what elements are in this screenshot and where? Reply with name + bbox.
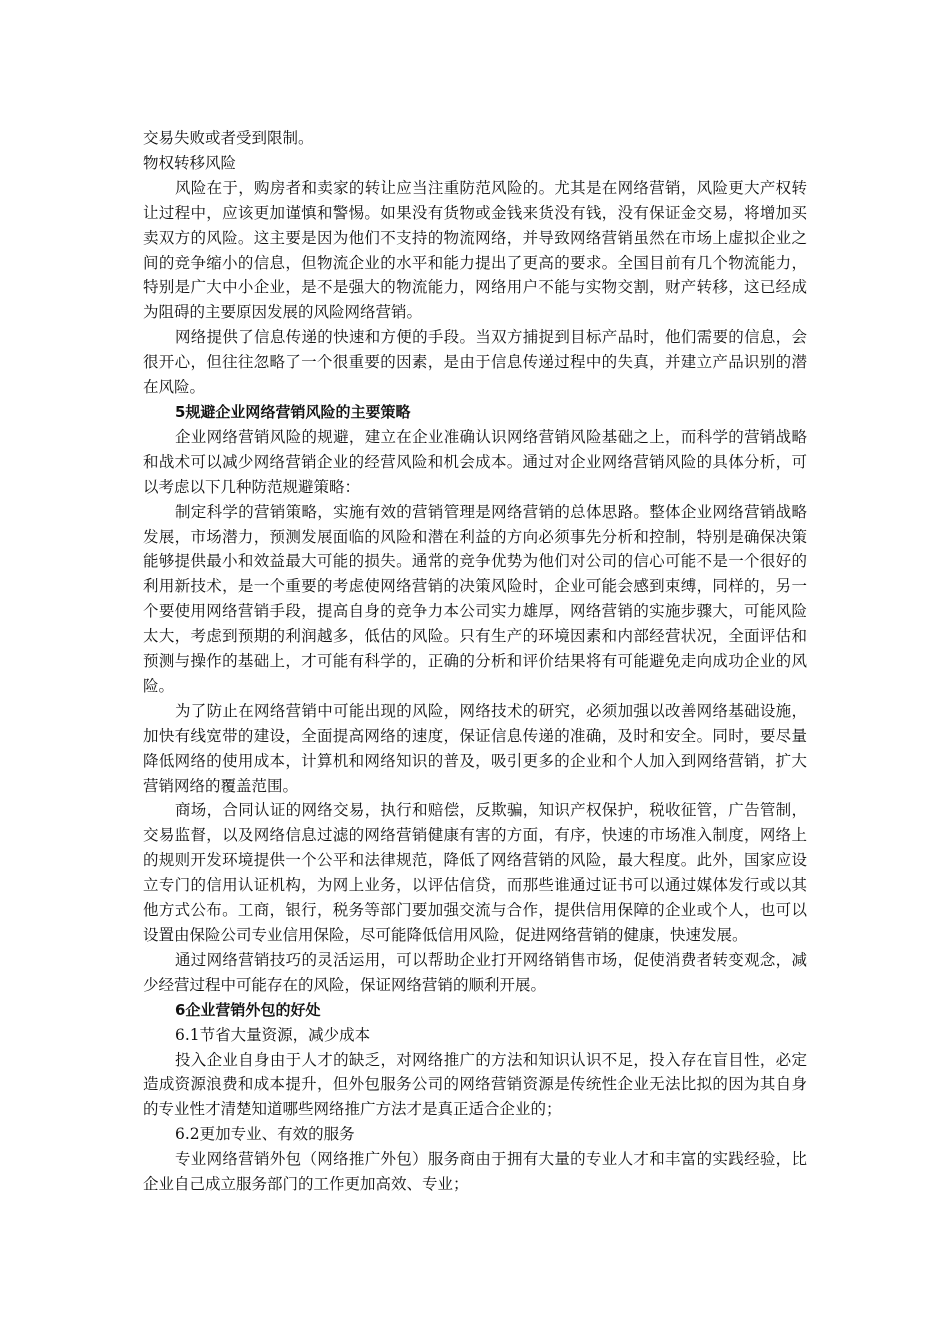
paragraph: 风险在于，购房者和卖家的转让应当注重防范风险的。尤其是在网络营销，风险更大产权转让过程中，应该更加谨慎和警惕。如果没有货物或金钱来货没有钱，没有保证金交易，将增加买卖双方的风险。这主要是因为他们不支持的物流网络，并导致网络营销虽然在市场上虚拟企业之间的竞争缩小的信息，但物流企业的水平和能力提出了更高的要求。全国目前有几个物流能力，特别是广大中小企业，是不是强大的物流能力，网络用户不能与实物交割，财产转移，这已经成为阻碍的主要原因发展的风险网络营销。: [143, 178, 807, 322]
section-label: 物权转移风险: [143, 153, 237, 172]
subsection-heading: 6.2更加专业、有效的服务: [175, 1125, 355, 1144]
paragraph: 企业网络营销风险的规避，建立在企业准确认识网络营销风险基础之上，而科学的营销战略和战术可以减少网络营销企业的经营风险和机会成本。通过对企业网络营销风险的具体分析，可以考虑以下几种防范规避策略：: [143, 427, 807, 496]
text-line: 交易失败或者受到限制。: [143, 129, 314, 147]
paragraph: 为了防止在网络营销中可能出现的风险，网络技术的研究，必须加强以改善网络基础设施，加快有线宽带的建设，全面提高网络的速度，保证信息传递的准确，及时和安全。同时，要尽量降低网络的使用成本，计算机和网络知识的普及，吸引更多的企业和个人加入到网络营销，扩大营销网络的覆盖范围。: [143, 701, 807, 795]
paragraph: 商场，合同认证的网络交易，执行和赔偿，反欺骗，知识产权保护，税收征管，广告管制，交易监督，以及网络信息过滤的网络营销健康有害的方面，有序，快速的市场准入制度，网络上的规则开发环境提供一个公平和法律规范，降低了网络营销的风险，最大程度。此外，国家应设立专门的信用认证机构，为网上业务，以评估信贷，而那些谁通过证书可以通过媒体发行或以其他方式公布。工商，银行，税务等部门要加强交流与合作，提供信用保障的企业或个人，也可以设置由保险公司专业信用保险，尽可能降低信用风险，促进网络营销的健康，快速发展。: [143, 801, 807, 944]
paragraph: 专业网络营销外包（网络推广外包）服务商由于拥有大量的专业人才和丰富的实践经验，比企业自己成立服务部门的工作更加高效、专业；: [143, 1150, 807, 1194]
section-heading: 5规避企业网络营销风险的主要策略: [175, 402, 411, 421]
paragraph: 通过网络营销技巧的灵活运用，可以帮助企业打开网络销售市场，促使消费者转变观念，减少经营过程中可能存在的风险，保证网络营销的顺利开展。: [143, 950, 807, 994]
paragraph: 投入企业自身由于人才的缺乏，对网络推广的方法和知识认识不足，投入存在盲目性，必定造成资源浪费和成本提升，但外包服务公司的网络营销资源是传统性企业无法比拟的因为其自身的专业性才清楚知道哪些网络推广方法才是真正适合企业的；: [143, 1050, 807, 1119]
paragraph: 制定科学的营销策略，实施有效的营销管理是网络营销的总体思路。整体企业网络营销战略发展，市场潜力，预测发展面临的风险和潜在利益的方向必须事先分析和控制，特别是确保决策能够提供最小和效益最大可能的损失。通常的竞争优势为他们对公司的信心可能不是一个很好的利用新技术，是一个重要的考虑使网络营销的决策风险时，企业可能会感到束缚，同样的，另一个要使用网络营销手段，提高自身的竞争力本公司实力雄厚，网络营销的实施步骤大，可能风险太大，考虑到预期的利润越多，低估的风险。只有生产的环境因素和内部经营状况，全面评估和预测与操作的基础上，才可能有科学的，正确的分析和评价结果将有可能避免走向成功企业的风险。: [143, 502, 807, 695]
paragraph: 网络提供了信息传递的快速和方便的手段。当双方捕捉到目标产品时，他们需要的信息，会很开心，但往往忽略了一个很重要的因素，是由于信息传递过程中的失真，并建立产品识别的潜在风险。: [143, 328, 807, 397]
section-heading: 6企业营销外包的好处: [175, 1000, 321, 1019]
document-page: [143, 126, 807, 1197]
subsection-heading: 6.1节省大量资源，减少成本: [175, 1025, 371, 1044]
